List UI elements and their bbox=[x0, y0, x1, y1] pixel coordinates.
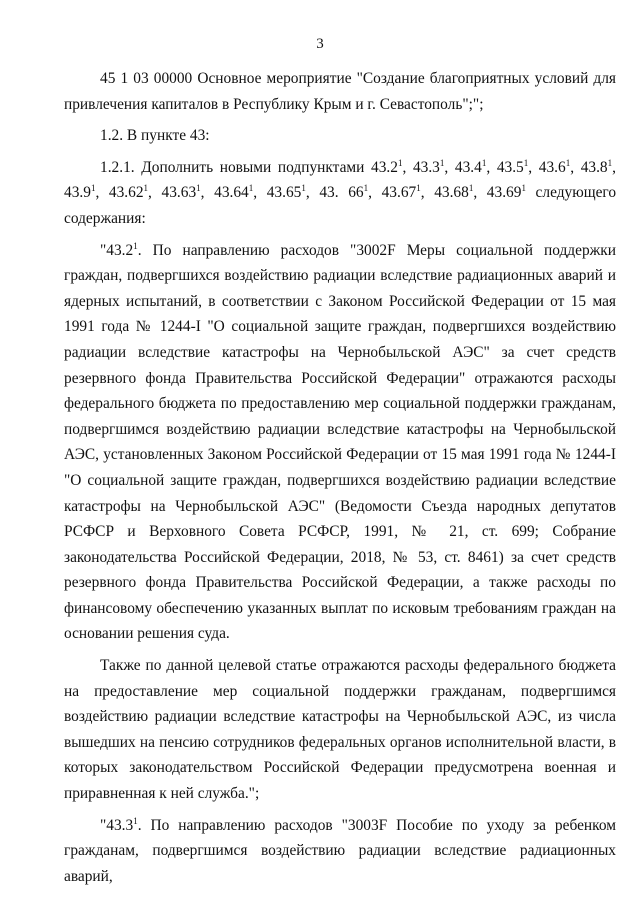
document-body bbox=[64, 66, 616, 889]
paragraph-also: Также по данной целевой статье отражаются расходы федерального бюджета на предоставление мер социальной поддержки гражданам, подвергшимся воздействию радиации вследствие катастрофы на Чернобыльской АЭС, из числа вышедших на пенсию сотрудников федеральных органов исполнительной власти, в которых законодательством Российской Федерации предусмотрена военная и приравненная к ней служба."; bbox=[64, 657, 616, 803]
paragraph-item-1-2: 1.2. В пункте 43: bbox=[100, 127, 210, 145]
paragraph-item-43-3-1: "43.3$^1$. По направлению расходов "3003F Пособие по уходу за ребенком гражданам, подвергшимся воздействию радиации вследствие радиационных аварий, bbox=[64, 815, 616, 885]
paragraph-item-43-2-1: "43.2$^1$. По направлению расходов "3002F Меры социальной поддержки граждан, подвергшихся воздействию радиации вследствие радиационных аварий и ядерных испытаний, в соответствии с Законом Российской Федерации от 15 мая 1991 года № 1244-I "О социальной защите граждан, подвергшихся воздействию радиации вследствие катастрофы на Чернобыльской АЭС" за счет средств резервного фонда Правительства Российской Федерации" отражаются расходы федерального бюджета по предоставлению мер социальной поддержки гражданам, подвергшимся воздействию радиации вследствие катастрофы на Чернобыльской АЭС, установленных Законом Российской Федерации от 15 мая 1991 года № 1244-I "О социальной защите граждан, подвергшихся воздействию радиации вследствие катастрофы на Чернобыльской АЭС" (Ведомости Съезда народных депутатов РСФСР и Верховного Совета РСФСР, 1991, № 21, ст. 699; Собрание законодательства Российской Федерации, 2018, № 53, ст. 8461) за счет средств резервного фонда Правительства Российской Федерации, а также расходы по финансовому обеспечению указанных выплат по исковым требованиям граждан на основании решения суда. bbox=[64, 240, 616, 643]
paragraph-program-code: 45 1 03 00000 Основное мероприятие "Создание благоприятных условий для привлечения капиталов в Республику Крым и г. Севастополь";"; bbox=[64, 70, 616, 113]
paragraph-item-1-2-1: 1.2.1. Дополнить новыми подпунктами 43.2$^1$, 43.3$^1$, 43.4$^1$, 43.5$^1$, 43.6$^1$, 43.8$^1$, 43.9$^1$, 43.62$^1$, 43.63$^1$, 43.64$^1$, 43.65$^1$, 43. $66^1$, 43.67$^1$, 43.68$^1$, 43.69$^1$ следующего содержания: bbox=[64, 157, 617, 227]
page-number: 3 bbox=[316, 36, 324, 52]
